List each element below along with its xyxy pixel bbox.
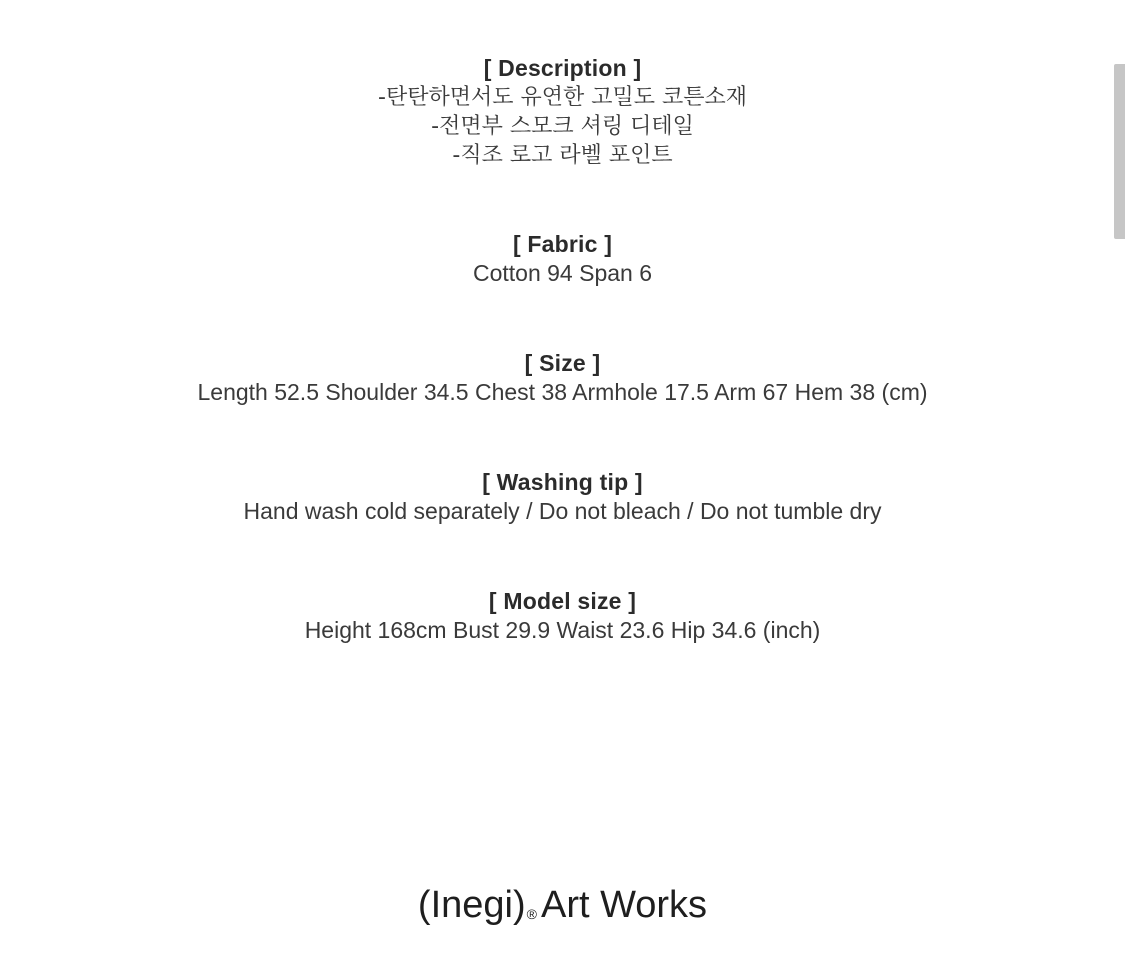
fabric-heading: [ Fabric ] xyxy=(512,231,613,257)
brand-name-suffix: Art Works xyxy=(540,884,708,926)
scrollbar-thumb[interactable] xyxy=(1114,64,1125,239)
washing-tip-value: Hand wash cold separately / Do not bleach / Do not tumble dry xyxy=(243,498,882,524)
size-heading: [ Size ] xyxy=(524,350,601,376)
size-value: Length 52.5 Shoulder 34.5 Chest 38 Armhole 17.5 Arm 67 Hem 38 (cm) xyxy=(197,379,928,405)
model-size-section xyxy=(0,587,1125,645)
fabric-value: Cotton 94 Span 6 xyxy=(472,260,653,286)
fabric-section xyxy=(0,230,1125,288)
description-line: -직조 로고 라벨 포인트 xyxy=(452,143,673,168)
size-section xyxy=(0,349,1125,407)
washing-tip-section xyxy=(0,468,1125,526)
model-size-value: Height 168cm Bust 29.9 Waist 23.6 Hip 34.6 (inch) xyxy=(304,617,821,643)
washing-tip-heading: [ Washing tip ] xyxy=(482,469,643,495)
model-size-heading: [ Model size ] xyxy=(488,588,637,614)
description-line: -탄탄하면서도 유연한 고밀도 코튼소재 xyxy=(378,85,747,110)
description-section xyxy=(0,54,1125,170)
description-line: -전면부 스모크 셔링 디테일 xyxy=(431,114,694,139)
registered-mark: ® xyxy=(526,906,537,922)
description-heading: [ Description ] xyxy=(483,55,642,81)
brand-logo xyxy=(0,882,1125,937)
brand-name-prefix: (Inegi) xyxy=(417,884,526,926)
